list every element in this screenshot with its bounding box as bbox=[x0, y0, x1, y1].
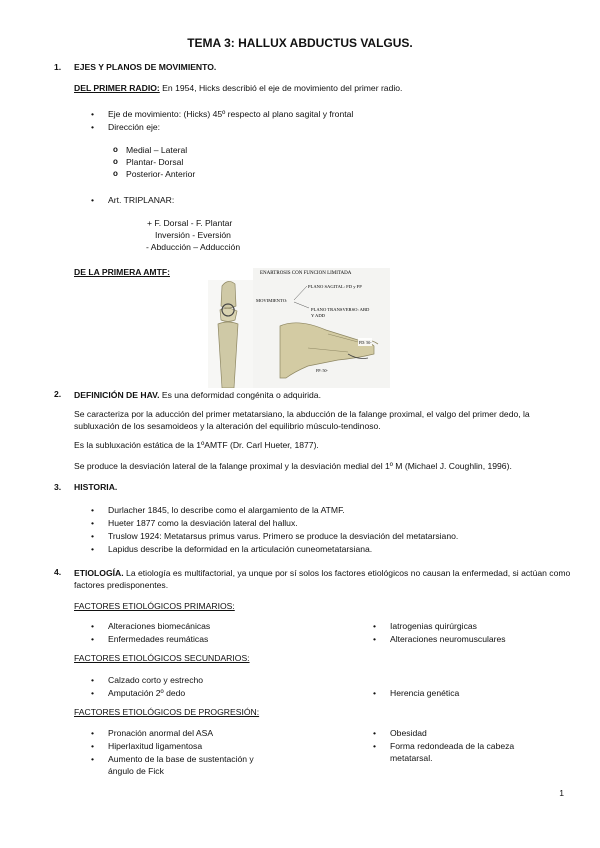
etiologia-intro bbox=[74, 567, 576, 591]
radio-text: En 1954, Hicks describió el eje de movimiento del primer radio. bbox=[159, 83, 403, 93]
list-item: • Herencia genética bbox=[390, 687, 459, 699]
definition-paragraph: Se caracteriza por la aducción del primer metatarsiano, la abducción de la falange proximal, el valgo del primer dedo, la subluxación de los sesamoideos y la alteración del equilibrio músculo-tendinoso. bbox=[74, 409, 530, 431]
section-4-intro: La etiología es multifactorial, ya unque por sí solos los factores etiológicos no causan la enfermedad, si actúan como factores predisponentes. bbox=[74, 568, 571, 590]
amtf-figure bbox=[208, 268, 390, 388]
list-item: • Enfermedades reumáticas bbox=[108, 633, 208, 645]
list-item: • Durlacher 1845, lo describe como el alargamiento de la ATMF. bbox=[108, 504, 345, 516]
list-item: • Hueter 1877 como la desviación lateral del hallux. bbox=[108, 517, 298, 529]
factores-primarios-label: FACTORES ETIOLÓGICOS PRIMARIOS: bbox=[74, 601, 235, 611]
motion-line: - Abducción – Adducción bbox=[146, 242, 241, 252]
list-item: • Eje de movimiento: (Hicks) 45º respecto al plano sagital y frontal bbox=[108, 108, 353, 120]
section-2-heading-rest: Es una deformidad congénita o adquirida. bbox=[159, 390, 321, 400]
section-2-line bbox=[74, 389, 321, 401]
factores-progresion-label: FACTORES ETIOLÓGICOS DE PROGRESIÓN: bbox=[74, 707, 260, 717]
list-item: • Iatrogenias quirúrgicas bbox=[390, 620, 477, 632]
page-title: TEMA 3: HALLUX ABDUCTUS VALGUS. bbox=[187, 36, 413, 50]
list-item: • Hiperlaxitud ligamentosa bbox=[108, 740, 202, 752]
section-2-heading: DEFINICIÓN DE HAV. bbox=[74, 390, 160, 400]
list-item: • Alteraciones neuromusculares bbox=[390, 633, 506, 645]
list-item: o Medial – Lateral bbox=[126, 144, 187, 156]
list-item: o Plantar- Dorsal bbox=[126, 156, 183, 168]
figure-movimiento: MOVIMIENTO: bbox=[256, 298, 288, 303]
figure-plano-transverso-1: PLANO TRANSVERSO: ABD bbox=[311, 307, 370, 312]
list-item-continuation: ángulo de Fick bbox=[108, 766, 164, 776]
section-2-number: 2. bbox=[54, 389, 62, 399]
motion-line: Inversión - Eversión bbox=[155, 230, 231, 240]
list-item: o Posterior- Anterior bbox=[126, 168, 195, 180]
section-3-number: 3. bbox=[54, 482, 62, 492]
section-3-heading: HISTORIA. bbox=[74, 482, 118, 492]
figure-fd-label: FD: 50- bbox=[359, 340, 372, 345]
list-item: • Obesidad bbox=[390, 727, 427, 739]
figure-plano-transverso-2: Y ADD bbox=[311, 313, 325, 318]
section-1-heading: EJES Y PLANOS DE MOVIMIENTO. bbox=[74, 62, 217, 72]
section-1-number: 1. bbox=[54, 62, 62, 72]
radio-label: DEL PRIMER RADIO: bbox=[74, 83, 160, 93]
amtf-label: DE LA PRIMERA AMTF: bbox=[74, 267, 170, 277]
factores-secundarios-label: FACTORES ETIOLÓGICOS SECUNDARIOS: bbox=[74, 653, 250, 663]
list-item: • Alteraciones biomecánicas bbox=[108, 620, 210, 632]
figure-plano-sagital: PLANO SAGITAL: FD y FP bbox=[308, 284, 362, 289]
radio-paragraph bbox=[74, 82, 402, 94]
list-item: • Lapidus describe la deformidad en la articulación cuneometatarsiana. bbox=[108, 543, 372, 555]
list-item: • Calzado corto y estrecho bbox=[108, 674, 203, 686]
figure-title: ENARTROSIS CON FUNCION LIMITADA bbox=[260, 271, 352, 276]
list-item: • Dirección eje: bbox=[108, 121, 160, 133]
list-item: • Art. TRIPLANAR: bbox=[108, 194, 174, 206]
list-item: • Aumento de la base de sustentación y bbox=[108, 753, 254, 765]
list-item: • Forma redondeada de la cabeza bbox=[390, 740, 514, 752]
section-4-number: 4. bbox=[54, 567, 62, 577]
list-item: • Amputación 2º dedo bbox=[108, 687, 185, 699]
motion-line: + F. Dorsal - F. Plantar bbox=[147, 218, 233, 228]
list-item: • Truslow 1924: Metatarsus primus varus. Primero se produce la desviación del metatarsiano. bbox=[108, 530, 458, 542]
list-item: • Pronación anormal del ASA bbox=[108, 727, 213, 739]
definition-paragraph: Es la subluxación estática de la 1ºAMTF (Dr. Carl Hueter, 1877). bbox=[74, 440, 319, 450]
page-number: 1 bbox=[559, 788, 564, 798]
figure-fp-label: FP: 50- bbox=[316, 368, 328, 373]
section-4-heading: ETIOLOGÍA. bbox=[74, 568, 124, 578]
definition-paragraph: Se produce la desviación lateral de la falange proximal y la desviación medial del 1º M (Michael J. Coughlin, 1996). bbox=[74, 461, 512, 471]
list-item-continuation: metatarsal. bbox=[390, 753, 433, 763]
